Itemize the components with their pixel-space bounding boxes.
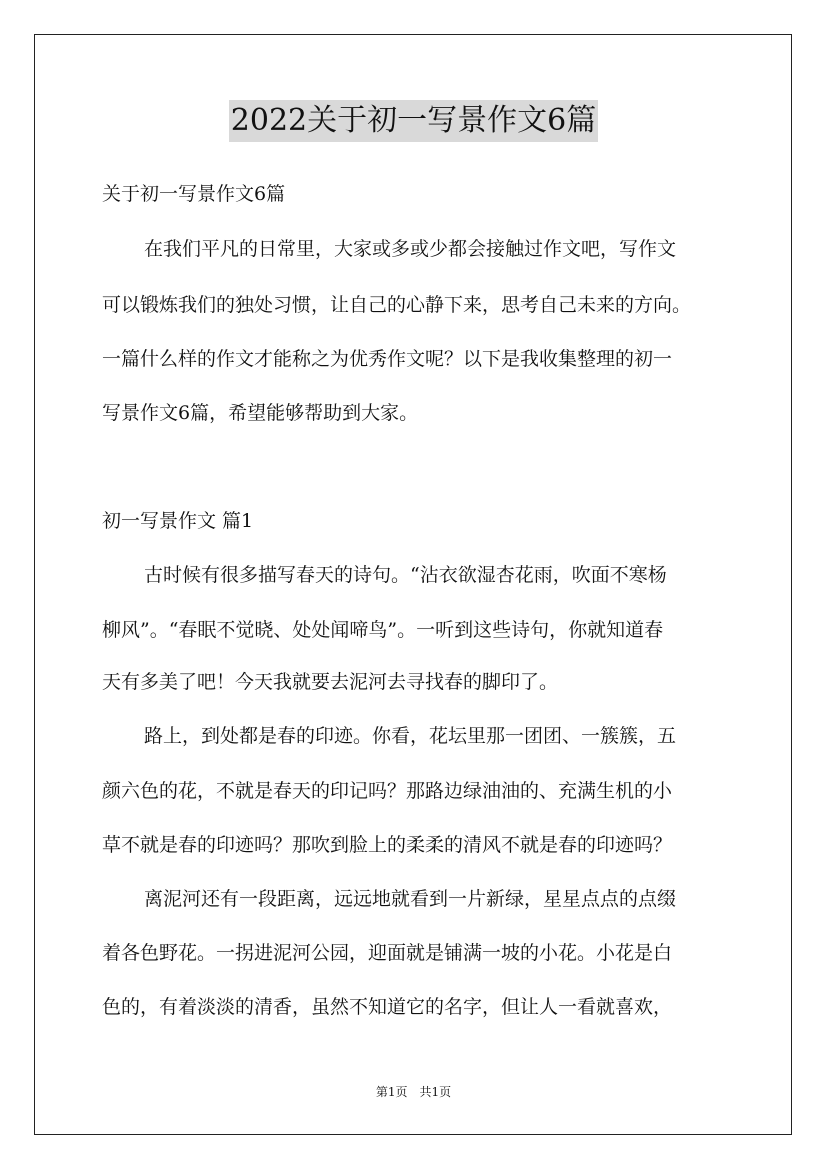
paragraph3-line-1: 离泥河还有一段距离，远远地就看到一片新绿，星星点点的点缀 [144, 888, 677, 910]
intro-line-1: 在我们平凡的日常里，大家或多或少都会接触过作文吧，写作文 [144, 238, 677, 260]
paragraph1-line-3: 天有多美了吧！今天我就要去泥河去寻找春的脚印了。 [102, 671, 559, 693]
document-title: 2022关于初一写景作文6篇 [229, 100, 598, 142]
paragraph1-line-2: 柳风”。“春眠不觉晓、处处闻啼鸟”。一听到这些诗句，你就知道春 [102, 619, 664, 641]
paragraph2-line-2: 颜六色的花，不就是春天的印记吗？那路边绿油油的、充满生机的小 [102, 780, 673, 802]
paragraph3-line-3: 色的，有着淡淡的清香，虽然不知道它的名字，但让人一看就喜欢， [102, 996, 673, 1018]
page-total-label: 共1页 [419, 1085, 452, 1099]
intro-line-2: 可以锻炼我们的独处习惯，让自己的心静下来，思考自己未来的方向。 [102, 294, 692, 316]
paragraph2-line-3: 草不就是春的印迹吗？那吹到脸上的柔柔的清风不就是春的印迹吗？ [102, 834, 673, 856]
intro-line-4: 写景作文6篇，希望能够帮助到大家。 [102, 402, 419, 424]
page-footer [0, 1084, 827, 1100]
intro-line-3: 一篇什么样的作文才能称之为优秀作文呢？以下是我收集整理的初一 [102, 348, 673, 370]
document-subtitle: 关于初一写景作文6篇 [102, 183, 286, 205]
paragraph2-line-1: 路上，到处都是春的印迹。你看，花坛里那一团团、一簇簇，五 [144, 725, 677, 747]
title-container [0, 100, 827, 142]
section-heading: 初一写景作文 篇1 [102, 510, 254, 532]
paragraph3-line-2: 着各色野花。一拐进泥河公园，迎面就是铺满一坡的小花。小花是白 [102, 942, 673, 964]
paragraph1-line-1: 古时候有很多描写春天的诗句。“沾衣欲湿杏花雨，吹面不寒杨 [144, 564, 667, 586]
page-current-label: 第1页 [375, 1085, 408, 1099]
